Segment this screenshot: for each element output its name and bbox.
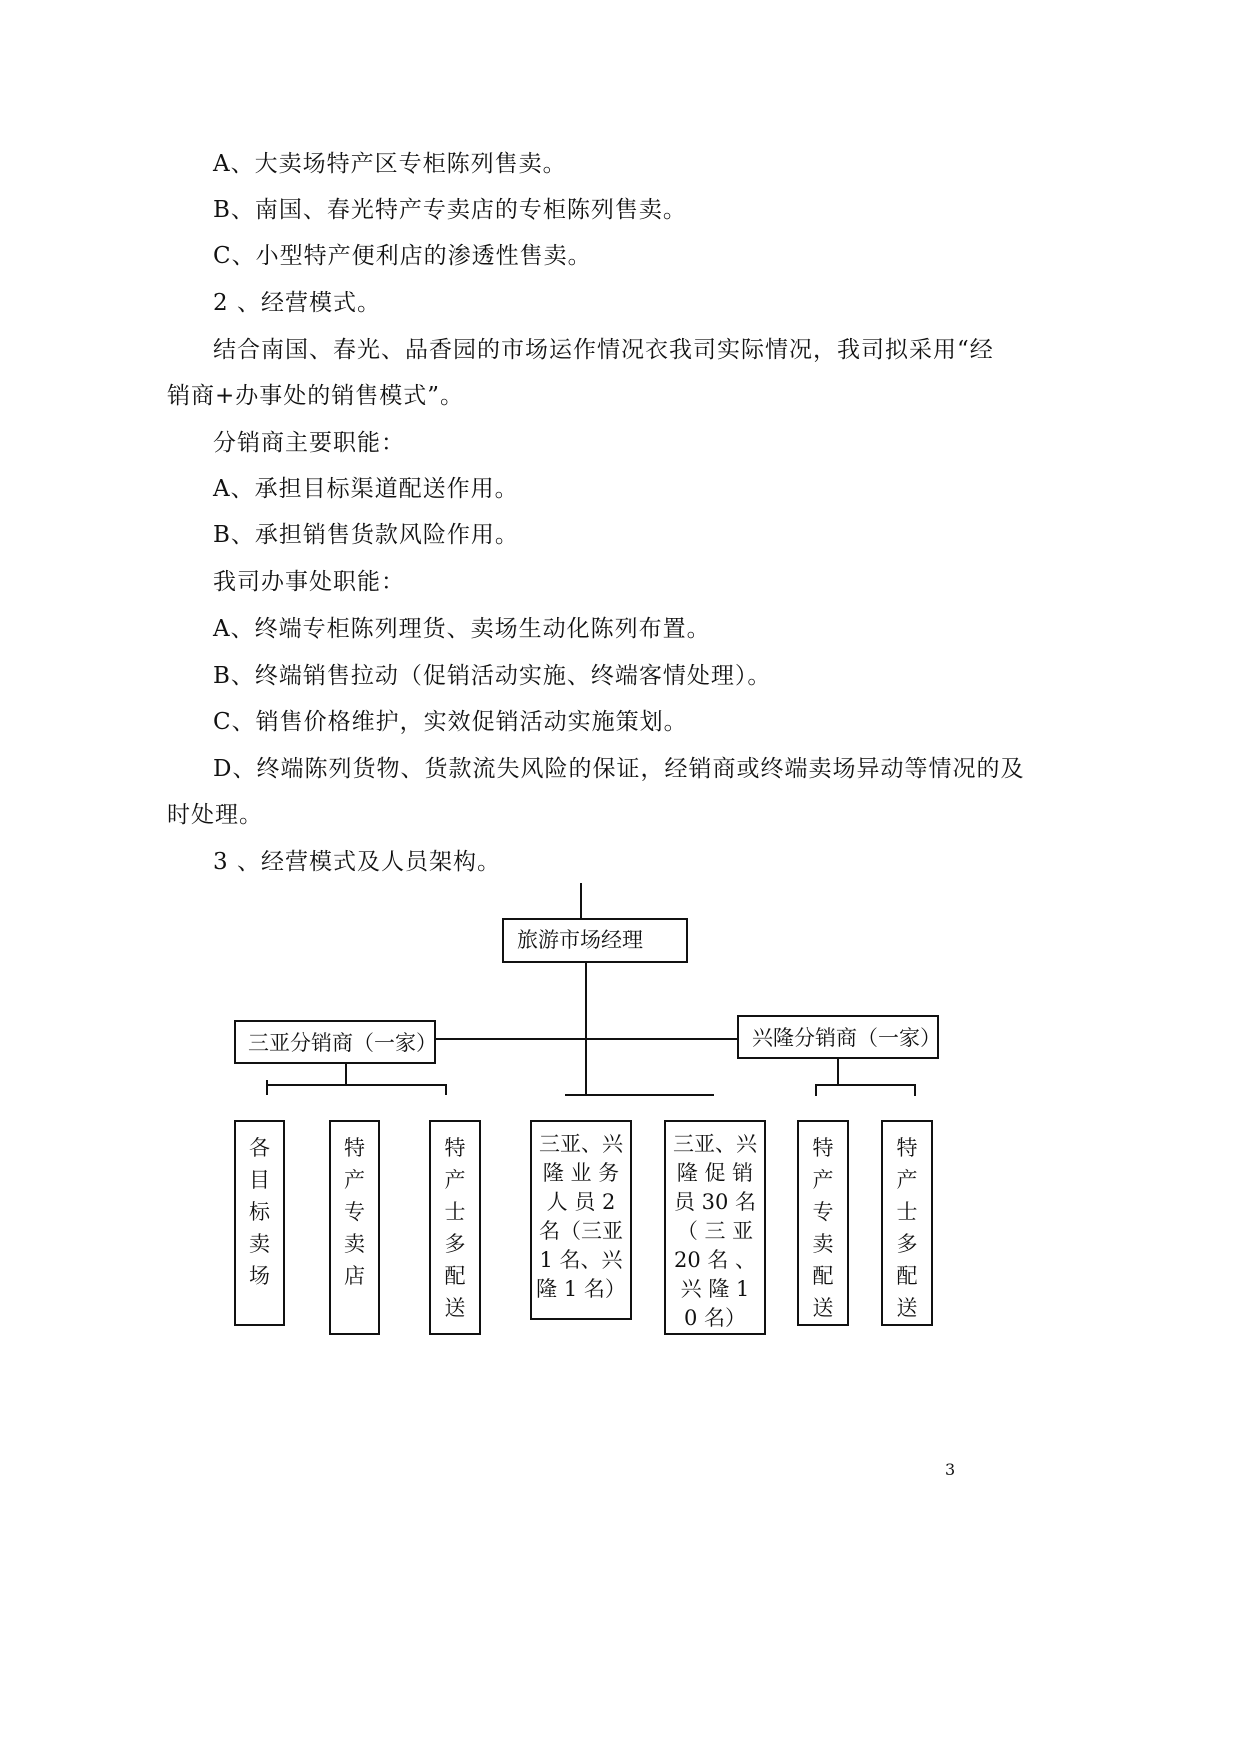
leaf-text-promoters: 三亚、兴 隆 促 销 员 30 名 （ 三 亚 20 名 、 兴 隆 1 0 名） <box>673 1132 757 1330</box>
leaf-text-store-delivery-left: 特 产 士 多 配 送 <box>444 1136 466 1320</box>
leaf-text-specialty-delivery: 特 产 专 卖 配 送 <box>812 1136 834 1320</box>
leaf-text-specialty-stores: 特 产 专 卖 店 <box>344 1136 365 1288</box>
connector-right-tick-2 <box>914 1084 916 1096</box>
paragraph-10: A、终端专柜陈列理货、卖场生动化陈列布置。 <box>213 616 711 642</box>
sanya-distributor-label: 三亚分销商（一家） <box>248 1031 437 1055</box>
sanya-distributor-box <box>234 1020 436 1064</box>
paragraph-11: B、终端销售拉动（促销活动实施、终端客情处理）。 <box>213 663 772 689</box>
connector-right-bar <box>815 1084 916 1086</box>
paragraph-6: 分销商主要职能： <box>213 430 405 456</box>
paragraph-13: D、终端陈列货物、货款流失风险的保证，经销商或终端卖场异动等情况的及 <box>213 756 1025 782</box>
paragraph-3: C、小型特产便利店的渗透性售卖。 <box>213 243 592 269</box>
paragraph-2: B、南国、春光特产专卖店的专柜陈列售卖。 <box>213 197 687 223</box>
connector-left-tick-2 <box>445 1084 447 1095</box>
leaf-text-store-delivery-right: 特 产 士 多 配 送 <box>896 1136 918 1320</box>
xinglong-distributor-label: 兴隆分销商（一家） <box>752 1026 941 1050</box>
paragraph-5: 结合南国、春光、品香园的市场运作情况衣我司实际情况，我司拟采用“经 <box>213 337 994 363</box>
manager-label: 旅游市场经理 <box>517 928 643 952</box>
paragraph-5-cont: 销商+办事处的销售模式”。 <box>167 383 465 409</box>
connector-right-tick-1 <box>815 1084 817 1096</box>
paragraph-13-cont: 时处理。 <box>167 802 263 828</box>
leaf-box-sales-staff <box>530 1120 632 1320</box>
leaf-text-target-stores: 各 目 标 卖 场 <box>249 1136 270 1288</box>
connector-left-bar <box>266 1084 447 1086</box>
leaf-box-target-stores <box>234 1120 285 1326</box>
connector-manager-down <box>585 962 587 1095</box>
paragraph-7: A、承担目标渠道配送作用。 <box>213 476 519 502</box>
xinglong-distributor-box <box>737 1015 939 1059</box>
connector-distributors <box>435 1038 738 1040</box>
leaf-box-specialty-delivery <box>797 1120 849 1326</box>
connector-center-bar <box>565 1094 714 1096</box>
leaf-text-sales-staff: 三亚、兴 隆 业 务 人 员 2 名（三亚 1 名、兴 隆 1 名） <box>536 1132 626 1301</box>
paragraph-1: A、大卖场特产区专柜陈列售卖。 <box>213 151 567 177</box>
page-number: 3 <box>945 1460 956 1479</box>
leaf-box-specialty-stores <box>329 1120 380 1335</box>
paragraph-8: B、承担销售货款风险作用。 <box>213 522 519 548</box>
paragraph-12: C、销售价格维护，实效促销活动实施策划。 <box>213 709 688 735</box>
section-heading-3: 3 、经营模式及人员架构。 <box>213 849 501 875</box>
section-heading-2: 2 、经营模式。 <box>213 290 381 316</box>
connector-top-stub <box>580 883 582 919</box>
connector-right-down <box>837 1058 839 1085</box>
leaf-box-promoters <box>664 1120 766 1335</box>
connector-left-tick-1 <box>266 1080 268 1095</box>
leaf-box-store-delivery-right <box>881 1120 933 1326</box>
connector-left-down <box>345 1063 347 1085</box>
paragraph-9: 我司办事处职能： <box>213 569 405 595</box>
manager-box <box>502 918 688 963</box>
leaf-box-store-delivery-left <box>429 1120 481 1335</box>
